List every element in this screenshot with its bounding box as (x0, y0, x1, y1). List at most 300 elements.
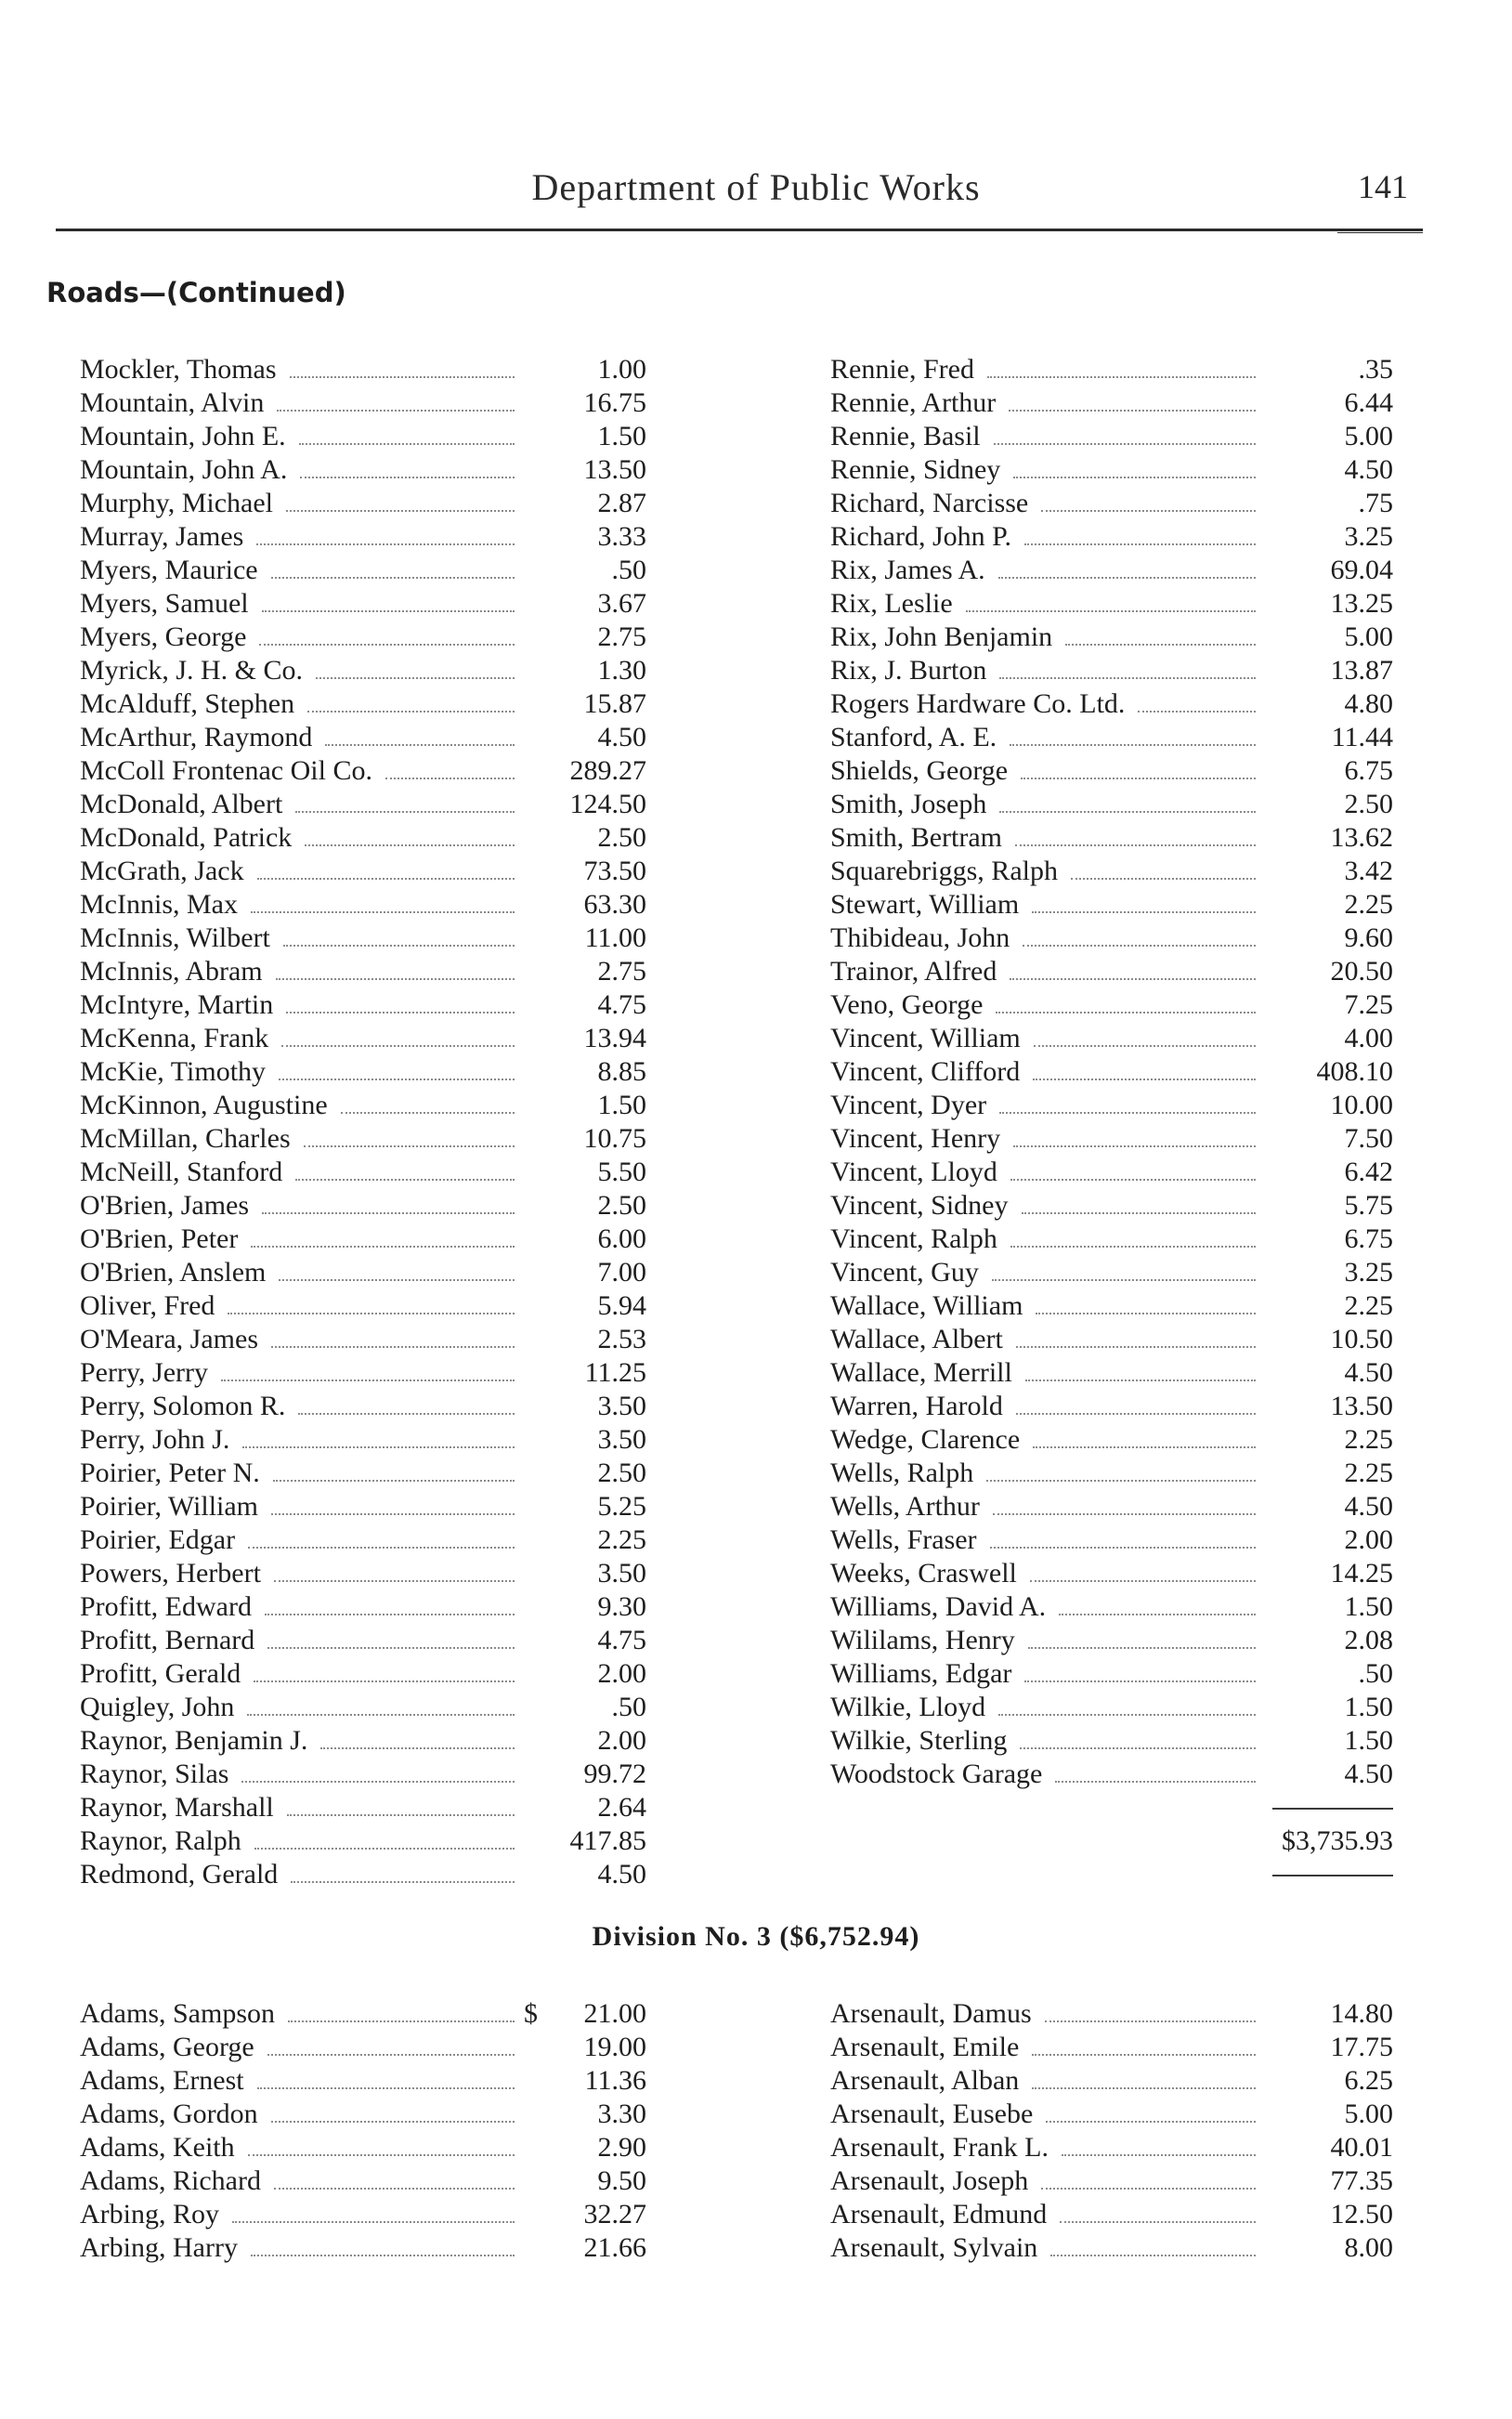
ledger-name-text: Smith, Bertram (830, 822, 1002, 853)
ledger-entry-name (830, 2231, 1265, 2265)
ledger-name-text: Wells, Ralph (830, 1458, 974, 1488)
ledger-name-text: McDonald, Patrick (80, 822, 293, 853)
leader-dots (1025, 1379, 1256, 1381)
leader-dots (1010, 1179, 1256, 1181)
ledger-entry-amount: .35 (1358, 354, 1393, 385)
ledger-name-text: Williams, Edgar (830, 1658, 1012, 1689)
ledger-entry-amount: 3.50 (597, 1424, 646, 1455)
ledger-row (830, 1356, 1393, 1390)
leader-dots (1024, 543, 1256, 545)
leader-dots (242, 1446, 515, 1448)
ledger-entry-amount: 13.50 (1330, 1391, 1393, 1421)
ledger-row (830, 1289, 1393, 1323)
ledger-entry-name (830, 654, 1265, 687)
ledger-name-text: Myers, Samuel (80, 588, 249, 619)
leader-dots (1028, 1647, 1256, 1649)
ledger-entry-amount: 2.00 (1344, 1524, 1393, 1555)
ledger-name-text: O'Brien, Peter (80, 1223, 239, 1254)
ledger-name-text: Oliver, Fred (80, 1290, 215, 1321)
ledger-entry-amount: 2.50 (1344, 789, 1393, 819)
ledger-row (80, 1590, 646, 1624)
leader-dots (987, 376, 1256, 378)
ledger-name-text: Arsenault, Damus (830, 1998, 1032, 2029)
leader-dots (990, 1547, 1256, 1549)
ledger-entry-amount: 1.50 (597, 421, 646, 451)
ledger-entry-name (830, 1223, 1265, 1256)
ledger-entry-amount: 4.50 (1344, 1357, 1393, 1388)
ledger-entry-name (80, 587, 524, 621)
ledger-row (80, 2198, 646, 2231)
ledger-entry-amount: 10.50 (1330, 1324, 1393, 1354)
ledger-entry-name (80, 1055, 524, 1089)
ledger-row (830, 988, 1393, 1022)
ledger-entry-name (830, 353, 1265, 386)
leader-dots (247, 1714, 515, 1716)
ledger-name-text: Shields, George (830, 755, 1009, 786)
leader-dots (1045, 2020, 1256, 2022)
ledger-entry-amount: 2.25 (1344, 1458, 1393, 1488)
leader-dots (287, 1814, 515, 1816)
ledger-name-text: McColl Frontenac Oil Co. (80, 755, 372, 786)
ledger-name-text: Smith, Joseph (830, 789, 987, 819)
ledger-row (830, 654, 1393, 687)
right-column-list (830, 353, 1393, 1791)
ledger-name-text: Mountain, John E. (80, 421, 286, 451)
ledger-entry-amount: 3.50 (597, 1558, 646, 1589)
ledger-entry-name (80, 1323, 524, 1356)
ledger-row (830, 1323, 1393, 1356)
leader-dots (1015, 844, 1256, 846)
ledger-entry-amount: 13.94 (583, 1023, 646, 1053)
ledger-entry-amount: 2.64 (597, 1792, 646, 1823)
ledger-row (80, 587, 646, 621)
leader-dots (1033, 1079, 1256, 1080)
leader-dots (265, 1614, 515, 1615)
ledger-row (80, 554, 646, 587)
ledger-name-text: Poirier, Edgar (80, 1524, 236, 1555)
ledger-entry-name (830, 955, 1265, 988)
ledger-name-text: Stanford, A. E. (830, 722, 997, 752)
ledger-entry-name (830, 855, 1265, 888)
ledger-name-text: McKie, Timothy (80, 1056, 267, 1087)
ledger-entry-amount: 3.25 (1344, 521, 1393, 552)
page-number: 141 (1358, 168, 1408, 205)
ledger-row (80, 888, 646, 922)
leader-dots (1010, 744, 1256, 746)
ledger-row (830, 754, 1393, 788)
leader-dots (1010, 978, 1256, 980)
ledger-row (830, 1122, 1393, 1156)
ledger-row (830, 855, 1393, 888)
ledger-name-text: Wilkie, Sterling (830, 1725, 1008, 1756)
ledger-entry-amount: 7.25 (1344, 989, 1393, 1020)
ledger-name-text: Wedge, Clarence (830, 1424, 1021, 1455)
ledger-entry-name (80, 1457, 524, 1490)
ledger-entry-name (80, 386, 524, 420)
ledger-name-text: Rennie, Arthur (830, 387, 997, 418)
ledger-name-text: Poirier, William (80, 1491, 259, 1522)
ledger-row (830, 1089, 1393, 1122)
ledger-row (80, 1858, 646, 1891)
ledger-entry-name (80, 2098, 524, 2131)
ledger-entry-amount: 2.00 (597, 1658, 646, 1689)
ledger-entry-amount: 7.50 (1344, 1123, 1393, 1154)
ledger-entry-amount: 4.75 (597, 1625, 646, 1655)
ledger-entry-amount: 2.50 (597, 822, 646, 853)
ledger-row (80, 1824, 646, 1858)
ledger-entry-amount: 3.30 (597, 2099, 646, 2129)
leader-dots (994, 443, 1256, 445)
ledger-name-text: Vincent, Clifford (830, 1056, 1021, 1087)
ledger-row (830, 1724, 1393, 1758)
ledger-entry-name (80, 988, 524, 1022)
ledger-entry-amount: 8.00 (1344, 2232, 1393, 2263)
ledger-row (80, 487, 646, 520)
leader-dots (228, 1313, 515, 1314)
ledger-entry-amount: .50 (611, 555, 646, 585)
ledger-entry-amount: 5.00 (1344, 621, 1393, 652)
leader-dots (307, 711, 515, 713)
leader-dots (1023, 945, 1256, 947)
ledger-name-text: Thibideau, John (830, 922, 1010, 953)
leader-dots (248, 2154, 515, 2156)
leader-dots (274, 2188, 515, 2190)
ledger-name-text: Arsenault, Alban (830, 2065, 1020, 2096)
ledger-row (830, 386, 1393, 420)
ledger-entry-amount: 2.25 (597, 1524, 646, 1555)
leader-dots (998, 577, 1256, 579)
ledger-entry-amount: 4.50 (597, 722, 646, 752)
ledger-row (830, 487, 1393, 520)
ledger-entry-name (80, 754, 524, 788)
ledger-name-text: Arsenault, Joseph (830, 2165, 1029, 2196)
ledger-row (80, 1122, 646, 1156)
ledger-entry-name (80, 1824, 524, 1858)
ledger-entry-name (80, 2164, 524, 2198)
ledger-entry-amount: 3.67 (597, 588, 646, 619)
ledger-entry-name (830, 1089, 1265, 1122)
ledger-name-text: Mockler, Thomas (80, 354, 277, 385)
ledger-row (830, 587, 1393, 621)
ledger-entry-amount: 40.01 (1330, 2132, 1393, 2163)
ledger-name-text: Arsenault, Edmund (830, 2199, 1048, 2229)
ledger-entry-name (80, 1122, 524, 1156)
leader-dots (288, 2020, 515, 2022)
ledger-entry-amount: 2.50 (597, 1190, 646, 1221)
ledger-name-text: Raynor, Benjamin J. (80, 1725, 308, 1756)
leader-dots (1020, 1747, 1256, 1749)
ledger-entry-name (830, 1657, 1265, 1691)
ledger-name-text: McKinnon, Augustine (80, 1090, 328, 1120)
leader-dots (304, 1145, 515, 1147)
ledger-row (830, 788, 1393, 821)
leader-dots (267, 1647, 515, 1649)
ledger-entry-amount: 9.60 (1344, 922, 1393, 953)
ledger-row (80, 2031, 646, 2064)
ledger-entry-name (830, 2064, 1265, 2098)
total-rule-bottom (1272, 1875, 1393, 1876)
ledger-name-text: Murphy, Michael (80, 488, 274, 518)
ledger-name-text: O'Brien, James (80, 1190, 250, 1221)
ledger-entry-amount: 10.00 (1330, 1090, 1393, 1120)
ledger-row (830, 420, 1393, 453)
ledger-entry-name (830, 922, 1265, 955)
ledger-entry-name (80, 1791, 524, 1824)
ledger-row (80, 1624, 646, 1657)
leader-dots (999, 811, 1256, 813)
ledger-entry-name (80, 1624, 524, 1657)
ledger-name-text: McIntyre, Martin (80, 989, 274, 1020)
ledger-row (830, 1490, 1393, 1523)
ledger-name-text: Profitt, Edward (80, 1591, 252, 1622)
ledger-row (80, 2231, 646, 2265)
ledger-entry-amount: 4.75 (597, 989, 646, 1020)
leader-dots (251, 1246, 515, 1248)
ledger-row (830, 1758, 1393, 1791)
ledger-entry-amount: 5.75 (1344, 1190, 1393, 1221)
ledger-entry-amount: 77.35 (1330, 2165, 1393, 2196)
ledger-entry-amount: 3.50 (597, 1391, 646, 1421)
ledger-name-text: Arsenault, Sylvain (830, 2232, 1038, 2263)
ledger-entry-name (830, 1758, 1265, 1791)
ledger-entry-name (830, 1523, 1265, 1557)
ledger-name-text: Wallace, Albert (830, 1324, 1003, 1354)
leader-dots (281, 1045, 515, 1047)
header-rule-accent (1337, 232, 1423, 233)
ledger-name-text: Adams, Gordon (80, 2099, 258, 2129)
ledger-row (830, 687, 1393, 721)
leader-dots (1138, 711, 1256, 713)
ledger-entry-name (830, 420, 1265, 453)
ledger-entry-name (830, 1490, 1265, 1523)
ledger-name-text: Rennie, Fred (830, 354, 974, 385)
ledger-row (830, 888, 1393, 922)
ledger-entry-amount: 10.75 (583, 1123, 646, 1154)
ledger-entry-name (830, 2031, 1265, 2064)
ledger-entry-name (830, 687, 1265, 721)
ledger-entry-name (830, 1457, 1265, 1490)
ledger-name-text: O'Meara, James (80, 1324, 258, 1354)
ledger-entry-name (830, 1055, 1265, 1089)
leader-dots (986, 1480, 1256, 1482)
ledger-name-text: Veno, George (830, 989, 984, 1020)
leader-dots (295, 1179, 515, 1181)
ledger-name-text: Squarebriggs, Ralph (830, 856, 1058, 886)
ledger-name-text: McInnis, Max (80, 889, 238, 920)
leader-dots (254, 1680, 515, 1682)
ledger-name-text: Vincent, Lloyd (830, 1157, 997, 1187)
ledger-entry-amount: 2.75 (597, 956, 646, 987)
leader-dots (1060, 2221, 1256, 2223)
leader-dots (295, 811, 515, 813)
ledger-row (830, 955, 1393, 988)
ledger-entry-name (830, 1289, 1265, 1323)
ledger-name-text: Murray, James (80, 521, 244, 552)
leader-dots (992, 1279, 1256, 1281)
ledger-row (80, 1657, 646, 1691)
ledger-name-text: Adams, Keith (80, 2132, 235, 2163)
ledger-entry-amount: 21.66 (583, 2232, 646, 2263)
leader-dots (1036, 1313, 1256, 1314)
ledger-entry-amount: 17.75 (1330, 2032, 1393, 2062)
ledger-entry-amount: 6.42 (1344, 1157, 1393, 1187)
ledger-row (830, 2198, 1393, 2231)
ledger-entry-amount: 4.50 (597, 1859, 646, 1889)
ledger-row (80, 1724, 646, 1758)
leader-dots (271, 577, 515, 579)
ledger-entry-name (830, 1256, 1265, 1289)
ledger-entry-amount: 20.50 (1330, 956, 1393, 987)
ledger-row (80, 1256, 646, 1289)
ledger-row (80, 855, 646, 888)
leader-dots (999, 1112, 1256, 1114)
ledger-name-text: Weeks, Craswell (830, 1558, 1017, 1589)
ledger-entry-name (830, 754, 1265, 788)
ledger-entry-name (830, 1323, 1265, 1356)
ledger-entry-amount: .50 (611, 1692, 646, 1722)
leader-dots (1046, 2121, 1256, 2123)
ledger-row (830, 1156, 1393, 1189)
division-left-list (80, 1997, 646, 2265)
ledger-entry-name (830, 821, 1265, 855)
leader-dots (248, 1547, 515, 1549)
ledger-name-text: Vincent, William (830, 1023, 1021, 1053)
leader-dots (999, 677, 1256, 679)
ledger-name-text: Wells, Fraser (830, 1524, 977, 1555)
ledger-entry-name (830, 1624, 1265, 1657)
ledger-name-text: Arsenault, Frank L. (830, 2132, 1049, 2163)
ledger-name-text: Williams, David A. (830, 1591, 1047, 1622)
ledger-entry-amount: 408.10 (1316, 1056, 1393, 1087)
ledger-name-text: Arsenault, Eusebe (830, 2099, 1034, 2129)
ledger-entry-amount: 4.00 (1344, 1023, 1393, 1053)
ledger-name-text: Raynor, Ralph (80, 1825, 241, 1856)
ledger-entry-amount: 3.42 (1344, 856, 1393, 886)
ledger-row (80, 821, 646, 855)
ledger-entry-amount: 1.00 (597, 354, 646, 385)
ledger-entry-amount: 14.25 (1330, 1558, 1393, 1589)
ledger-entry-amount: 4.50 (1344, 454, 1393, 485)
ledger-entry-amount: 5.50 (597, 1157, 646, 1187)
leader-dots (316, 677, 515, 679)
leader-dots (1022, 1212, 1257, 1214)
ledger-row (80, 1390, 646, 1423)
ledger-entry-amount: 32.27 (583, 2199, 646, 2229)
ledger-entry-amount: 289.27 (569, 755, 646, 786)
ledger-row (830, 821, 1393, 855)
leader-dots (1071, 878, 1256, 880)
ledger-name-text: McInnis, Wilbert (80, 922, 270, 953)
ledger-entry-name (80, 1490, 524, 1523)
ledger-name-text: Mountain, John A. (80, 454, 288, 485)
ledger-entry-name (80, 1356, 524, 1390)
ledger-entry-amount: 11.25 (584, 1357, 646, 1388)
ledger-entry-name (80, 1022, 524, 1055)
ledger-row (80, 1557, 646, 1590)
ledger-name-text: Perry, Solomon R. (80, 1391, 286, 1421)
ledger-name-text: McInnis, Abram (80, 956, 263, 987)
ledger-entry-amount: 8.85 (597, 1056, 646, 1087)
ledger-entry-amount: 11.36 (584, 2065, 646, 2096)
ledger-row (830, 2164, 1393, 2198)
ledger-row (830, 2064, 1393, 2098)
ledger-entry-name (830, 1557, 1265, 1590)
ledger-entry-name (830, 1997, 1265, 2031)
ledger-entry-name (830, 2131, 1265, 2164)
ledger-entry-name (830, 1691, 1265, 1724)
leader-dots (1016, 1413, 1256, 1415)
ledger-name-text: McArthur, Raymond (80, 722, 313, 752)
ledger-entry-amount: 2.25 (1344, 1290, 1393, 1321)
ledger-row (830, 1557, 1393, 1590)
ledger-name-text: Quigley, John (80, 1692, 235, 1722)
leader-dots (299, 443, 515, 445)
ledger-row (80, 1457, 646, 1490)
ledger-entry-amount: 73.50 (583, 856, 646, 886)
ledger-name-text: Vincent, Dyer (830, 1090, 987, 1120)
leader-dots (1013, 1145, 1256, 1147)
ledger-entry-name (80, 922, 524, 955)
ledger-name-text: McNeill, Stanford (80, 1157, 283, 1187)
ledger-row (830, 1055, 1393, 1089)
ledger-entry-name (80, 1997, 524, 2031)
leader-dots (1059, 1614, 1256, 1615)
ledger-name-text: Wilkie, Lloyd (830, 1692, 986, 1722)
ledger-name-text: Profitt, Bernard (80, 1625, 255, 1655)
ledger-entry-name (80, 721, 524, 754)
ledger-row (80, 2164, 646, 2198)
ledger-entry-name (80, 687, 524, 721)
leader-dots (1041, 510, 1256, 512)
ledger-entry-name (80, 1657, 524, 1691)
ledger-name-text: Raynor, Silas (80, 1759, 229, 1789)
leader-dots (300, 477, 515, 478)
ledger-entry-name (830, 453, 1265, 487)
ledger-entry-name (830, 1590, 1265, 1624)
division-right-list (830, 1997, 1393, 2265)
ledger-entry-name (830, 487, 1265, 520)
leader-dots (276, 978, 515, 980)
ledger-entry-amount: 6.00 (597, 1223, 646, 1254)
ledger-row (80, 754, 646, 788)
ledger-name-text: Perry, Jerry (80, 1357, 209, 1388)
leader-dots (298, 1413, 515, 1415)
ledger-entry-name (80, 1223, 524, 1256)
ledger-row (80, 353, 646, 386)
leader-dots (271, 1346, 515, 1348)
ledger-name-text: Powers, Herbert (80, 1558, 261, 1589)
page-header (0, 165, 1512, 212)
ledger-entry-amount: 124.50 (569, 789, 646, 819)
ledger-row (80, 721, 646, 754)
ledger-entry-amount: 5.25 (597, 1491, 646, 1522)
leader-dots (1032, 2087, 1256, 2089)
ledger-entry-name (830, 1022, 1265, 1055)
leader-dots (277, 410, 515, 412)
leader-dots (271, 1513, 515, 1515)
ledger-entry-name (80, 1390, 524, 1423)
ledger-entry-name (80, 1156, 524, 1189)
ledger-row (830, 1423, 1393, 1457)
ledger-row (80, 1089, 646, 1122)
ledger-entry-amount: 15.87 (583, 688, 646, 719)
ledger-name-text: Stewart, William (830, 889, 1020, 920)
leader-dots (996, 1012, 1256, 1013)
ledger-entry-amount: 2.50 (597, 1458, 646, 1488)
ledger-entry-amount: 11.44 (1331, 722, 1393, 752)
ledger-row (80, 1055, 646, 1089)
ledger-row (80, 1356, 646, 1390)
